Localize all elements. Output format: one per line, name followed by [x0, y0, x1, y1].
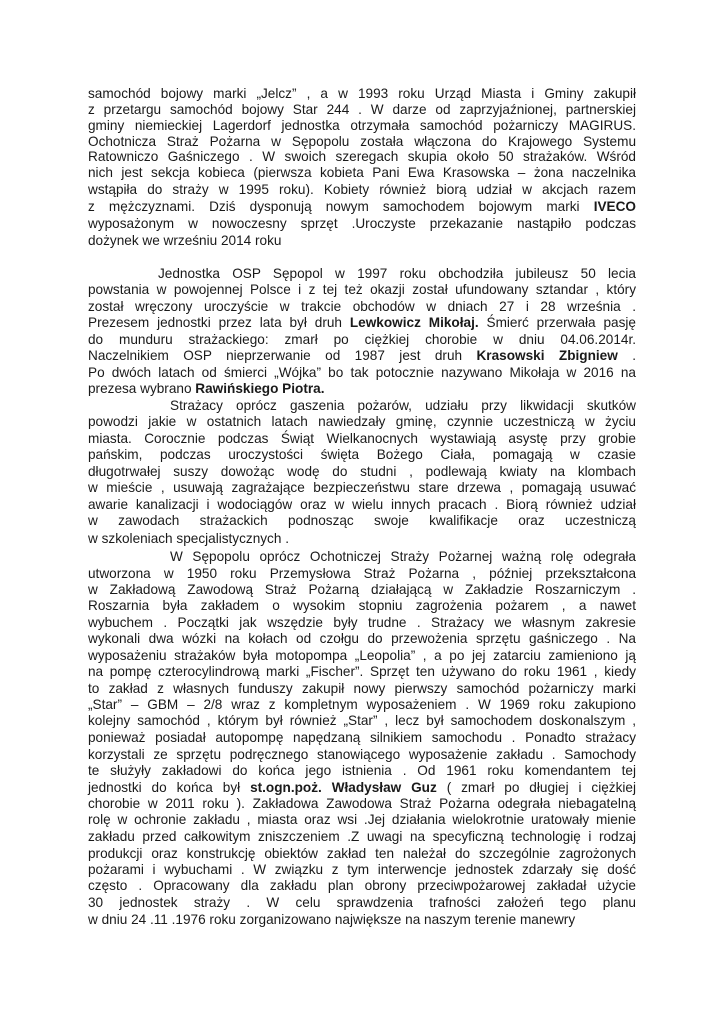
text-line: [88, 795, 636, 812]
text-segment: pożarami i wybuchami . W związku z tym interwencje jednostek zdarzały się dość: [88, 862, 636, 877]
text-line: [88, 729, 636, 746]
text-line: [88, 663, 636, 680]
text-line: [88, 101, 636, 118]
text-segment: ( zmarł po długiej i ciężkiej: [436, 780, 637, 795]
text-line: [88, 117, 636, 134]
text-segment: awarie kanalizacji i wodociągów oraz w wielu innych pracach . Biorą również udział: [88, 497, 636, 512]
text-segment: wybuchem . Początki jak wszędzie były trudne . Strażacy we własnym zakresie: [88, 615, 636, 630]
text-line: [88, 364, 636, 381]
text-line: [88, 647, 636, 664]
text-line: [88, 762, 636, 779]
text-line: [88, 845, 636, 862]
text-segment: chorobie w 2011 roku ). Zakładowa Zawodowa Straż Pożarna odegrała niebagatelną: [88, 796, 636, 811]
text-line: [88, 530, 636, 547]
text-line: [88, 696, 636, 713]
text-segment: korzystali ze sprzętu podręcznego stanowiącego wyposażenie zakładu . Samochody: [88, 747, 636, 762]
text-segment: długotrwałej suszy dowożąc wodę do studni , podlewają kwiaty na klombach: [88, 464, 636, 479]
text-segment: został wręczony uroczyście w trakcie obchodów w dniach 27 i 28 września .: [88, 299, 636, 314]
text-segment: wyposażonym w nowoczesny sprzęt .Uroczyste przekazanie nastąpiło podczas: [88, 216, 636, 231]
text-segment: utworzona w 1950 roku Przemysłowa Straż Pożarna , później przekształcona: [88, 566, 636, 581]
text-segment: w Zakładową Zawodową Straż Pożarną działającą w Zakładzie Roszarniczym .: [88, 582, 636, 597]
text-segment: Ochotnicza Straż Pożarna w Sępopolu została włączona do Krajowego Systemu: [88, 134, 636, 149]
text-line: [88, 828, 636, 845]
text-segment: ponieważ posiadał autopompę napędzaną silnikiem samochodu . Ponadto strażacy: [88, 730, 636, 745]
text-line: [88, 861, 636, 878]
text-line: [88, 877, 636, 894]
text-line: [88, 565, 636, 582]
text-segment: miasta. Corocznie podczas Świąt Wielkanocnych wystawiają asystę przy grobie: [88, 431, 636, 446]
text-line: [88, 496, 636, 513]
text-segment: do munduru strażackiego: zmarł po ciężkiej chorobie w dniu 04.06.2014r.: [88, 332, 636, 347]
text-segment: te służyły zakładowi do końca jego istnienia . Od 1961 roku komendantem tej: [88, 763, 636, 778]
text-segment: wyposażeniu strażaków była motopompa „Leopolia” , a po jej zatarciu zamieniono ją: [88, 648, 636, 663]
text-segment: w szkoleniach specjalistycznych .: [88, 531, 289, 546]
text-segment: zakładu przed całkowitym zniszczeniem .Z uwagi na specyficzną technologię i rodzaj: [88, 829, 636, 844]
text-segment: Po dwóch latach od śmierci „Wójka” bo tak potocznie nazywano Mikołaja w 2016 na: [88, 365, 636, 380]
text-line: [88, 446, 636, 463]
text-segment: Strażacy oprócz gaszenia pożarów, udziału przy likwidacji skutków: [170, 398, 636, 413]
text-segment: samochód bojowy marki „Jelcz” , a w 1993 roku Urząd Miasta i Gminy zakupił: [88, 86, 636, 101]
text-segment: w mieście , usuwają zagrażające bezpieczeństwu stare drzewa , pomagają usuwać: [88, 480, 636, 495]
text-segment: z mężczyznami. Dziś dysponują nowym samochodem bojowym marki: [88, 199, 594, 214]
text-segment: kolejny samochód , którym był również „Star” , lecz był samochodem doskonalszym ,: [88, 713, 636, 728]
text-segment: na pompę czterocylindrową marki „Fischer”. Sprzęt ten używano do roku 1961 , kiedy: [88, 664, 636, 679]
text-segment: Jednostka OSP Sępopol w 1997 roku obchodziła jubileusz 50 lecia: [158, 266, 636, 281]
text-segment: prezesa wybrano: [88, 381, 196, 396]
text-line: [88, 779, 636, 796]
text-segment: gminy niemieckiej Lagerdorf jednostka otrzymała samochód pożarniczy MAGIRUS.: [88, 118, 636, 133]
text-segment: z przetargu samochód bojowy Star 244 . W darze od zaprzyjaźnionej, partnerskiej: [88, 102, 636, 117]
text-segment: jednostki do końca był: [88, 780, 251, 795]
text-segment: w zawodach strażackich podnosząc swoje kwalifikacje oraz uczestniczą: [88, 513, 636, 528]
text-line: [170, 548, 636, 565]
text-line: [88, 148, 636, 165]
text-line: [88, 164, 636, 181]
text-segment: wykonali dwa wózki na kołach od czołgu do przewożenia sprzętu gaśniczego . Na: [88, 631, 636, 646]
text-line: [88, 746, 636, 763]
text-line: [88, 630, 636, 647]
text-line: [88, 232, 636, 249]
text-line: [88, 463, 636, 480]
text-line: [88, 911, 636, 928]
text-line: [88, 479, 636, 496]
text-line: [88, 298, 636, 315]
text-segment: Roszarnia była zakładem o wysokim stopniu zagrożenia pożarem , a nawet: [88, 598, 636, 613]
text-segment: .: [617, 348, 636, 363]
text-segment: powodzi jakie w ostatnich latach nawiedzały gminę, czynnie uczestniczą w życiu: [88, 414, 636, 429]
text-line: [88, 331, 636, 348]
text-segment: w dniu 24 .11 .1976 roku zorganizowano największe na naszym terenie manewry: [88, 912, 576, 927]
bold-name: Lewkowicz Mikołaj.: [349, 315, 479, 330]
text-segment: nich jest sekcja kobieca (pierwsza kobieta Pani Ewa Krasowska – żona naczelnika: [88, 165, 636, 180]
text-line: [88, 894, 636, 911]
text-line: [88, 181, 636, 198]
bold-name: st.ogn.poż. Władysław Guz: [250, 780, 437, 795]
text-line: [88, 581, 636, 598]
text-line: [170, 397, 636, 414]
text-line: [88, 430, 636, 447]
text-segment: Prezesem jednostki przez lata był druh: [88, 315, 350, 330]
text-segment: „Star” – GBM – 2/8 wraz z kompletnym wyposażeniem . W 1969 roku zakupiono: [88, 697, 636, 712]
text-segment: Ratowniczo Gaśniczego . W swoich szeregach skupia około 50 strażaków. Wśród: [88, 149, 636, 164]
text-segment: produkcji oraz konstrukcję obiektów zakład ten należał do szczególnie zagrożonych: [88, 846, 636, 861]
text-line: [88, 215, 636, 232]
text-line: [158, 265, 636, 282]
text-line: [88, 380, 636, 397]
text-line: [88, 512, 636, 529]
bold-name: Krasowski Zbigniew: [476, 348, 618, 363]
text-segment: to zakład z własnych funduszy zakupił nowy pierwszy samochód pożarniczy marki: [88, 681, 636, 696]
text-segment: dożynek we wrześniu 2014 roku: [88, 233, 282, 248]
text-segment: 30 jednostek straży . W celu sprawdzenia trafności założeń tego planu: [88, 895, 636, 910]
text-segment: Naczelnikiem OSP nieprzerwanie od 1987 jest druh: [88, 348, 477, 363]
text-line: [88, 712, 636, 729]
text-line: [88, 680, 636, 697]
text-line: [88, 597, 636, 614]
text-line: [88, 811, 636, 828]
text-segment: często . Opracowany dla zakładu plan obrony przeciwpożarowej zakładał użycie: [88, 878, 636, 893]
bold-name: IVECO: [593, 199, 636, 214]
text-segment: powstania w powojennej Polsce i z tej też okazji został ufundowany sztandar , który: [88, 282, 636, 297]
text-line: [88, 413, 636, 430]
text-line: [88, 347, 636, 364]
text-segment: Śmierć przerwała pasję: [478, 315, 636, 330]
text-line: [88, 198, 636, 215]
text-segment: pańskim, podczas uroczystości święta Bożego Ciała, pomagają w czasie: [88, 447, 636, 462]
text-line: [88, 614, 636, 631]
bold-name: Rawińskiego Piotra.: [195, 381, 325, 396]
text-segment: rolę w ochronie zakładu , miasta oraz wsi .Jej działania wielokrotnie uratowały mienie: [88, 812, 636, 827]
text-line: [88, 85, 636, 102]
text-line: [88, 314, 636, 331]
text-segment: W Sępopolu oprócz Ochotniczej Straży Pożarnej ważną rolę odegrała: [170, 549, 636, 564]
text-segment: wstąpiła do straży w 1995 roku). Kobiety również biorą udział w akcjach razem: [88, 182, 636, 197]
text-line: [88, 281, 636, 298]
